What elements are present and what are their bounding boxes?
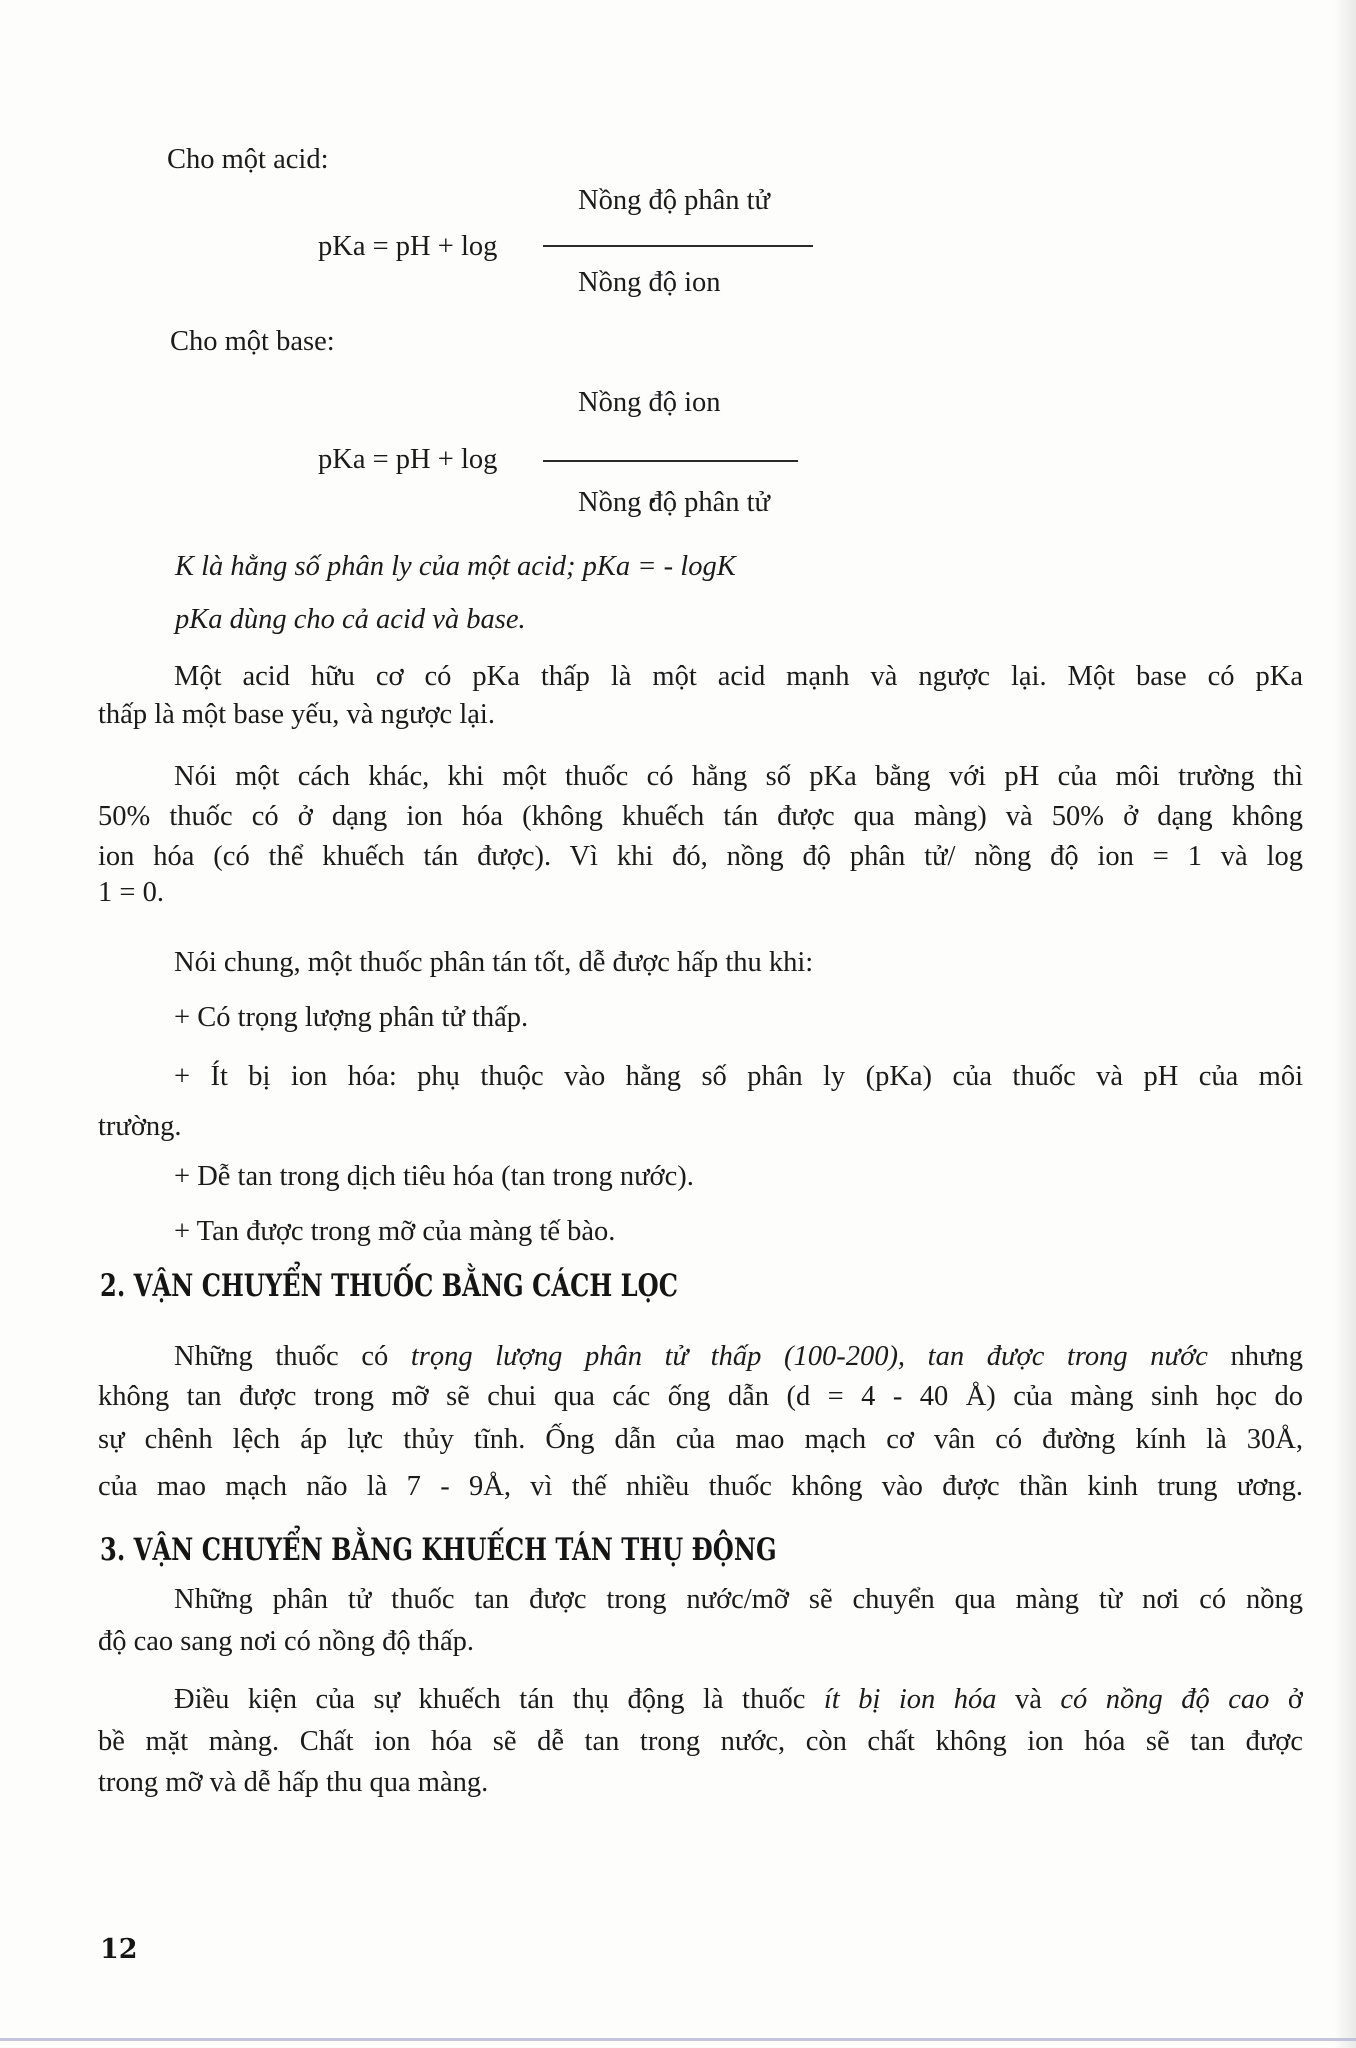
- section2-text: nhưng: [1207, 1341, 1303, 1372]
- base-formula-numerator: Nồng độ ion: [578, 387, 721, 418]
- base-fraction-bar: [543, 460, 798, 462]
- section-heading-passive-diffusion: 3. VẬN CHUYỂN BẰNG KHUẾCH TÁN THỤ ĐỘNG: [100, 1532, 777, 1568]
- section3-italic-text: ít bị ion hóa: [823, 1684, 997, 1715]
- section3-paragraph-1-line-2: độ cao sang nơi có nồng độ thấp.: [98, 1626, 474, 1657]
- section3-paragraph-2-line-2: bề mặt màng. Chất ion hóa sẽ dễ tan trong nước, còn chất không ion hóa sẽ tan được: [98, 1726, 1303, 1757]
- absorption-condition-item: + Có trọng lượng phân tử thấp.: [174, 1002, 529, 1033]
- note-dissociation-constant: K là hằng số phân ly của một acid; pKa = - logK: [175, 551, 736, 582]
- section2-paragraph-line-1: [174, 1340, 1303, 1374]
- section3-italic-text: có nồng độ cao: [1060, 1684, 1270, 1715]
- section2-paragraph-line-2: không tan được trong mỡ sẽ chui qua các ống dẫn (d = 4 - 40 Å) của màng sinh học do: [98, 1381, 1303, 1412]
- paragraph-acid-strength-line-2: thấp là một base yếu, và ngược lại.: [98, 699, 495, 730]
- bottom-edge-line: [0, 2038, 1356, 2041]
- base-formula-denominator: Nồng độ phân tử: [578, 487, 770, 518]
- section2-paragraph-line-4: của mao mạch não là 7 - 9Å, vì thế nhiều thuốc không vào được thần kinh trung ương.: [98, 1471, 1303, 1502]
- section3-text: ở: [1269, 1684, 1303, 1715]
- paragraph-ionization-line-2: 50% thuốc có ở dạng ion hóa (không khuếch tán được qua màng) và 50% ở dạng không: [98, 801, 1303, 832]
- note-pka-usage: pKa dùng cho cả acid và base.: [175, 604, 526, 635]
- section3-paragraph-2-line-1: [174, 1683, 1303, 1717]
- base-formula-lhs: pKa = pH + log: [318, 444, 498, 475]
- section3-text: và: [996, 1684, 1061, 1715]
- acid-formula-denominator: Nồng độ ion: [578, 267, 721, 298]
- absorption-condition-item-continued: trường.: [98, 1111, 182, 1142]
- acid-formula-numerator: Nồng độ phân tử: [578, 185, 770, 216]
- section-heading-filtration: 2. VẬN CHUYỂN THUỐC BẰNG CÁCH LỌC: [100, 1268, 678, 1304]
- section3-text: Điều kiện của sự khuếch tán thụ động là thuốc: [174, 1684, 824, 1715]
- absorption-condition-item: + Dễ tan trong dịch tiêu hóa (tan trong nước).: [174, 1161, 694, 1192]
- paragraph-acid-strength-line-1: Một acid hữu cơ có pKa thấp là một acid mạnh và ngược lại. Một base có pKa: [174, 661, 1303, 692]
- section3-paragraph-2-line-3: trong mỡ và dễ hấp thu qua màng.: [98, 1767, 489, 1798]
- section2-text: Những thuốc có: [174, 1341, 411, 1372]
- section2-paragraph-line-3: sự chênh lệch áp lực thủy tĩnh. Ống dẫn của mao mạch cơ vân có đường kính là 30Å,: [98, 1424, 1303, 1455]
- acid-formula-label: Cho một acid:: [167, 144, 329, 175]
- absorption-condition-item: + Ít bị ion hóa: phụ thuộc vào hằng số phân ly (pKa) của thuốc và pH của môi: [174, 1061, 1303, 1092]
- section3-paragraph-1-line-1: Những phân tử thuốc tan được trong nước/mỡ sẽ chuyển qua màng từ nơi có nồng: [174, 1584, 1303, 1615]
- paragraph-ionization-line-4: 1 = 0.: [98, 877, 164, 908]
- base-formula-label: Cho một base:: [170, 326, 335, 357]
- page-number: 12: [100, 1934, 138, 1965]
- acid-fraction-bar: [543, 245, 813, 247]
- paragraph-ionization-line-3: ion hóa (có thể khuếch tán được). Vì khi đó, nồng độ phân tử/ nồng độ ion = 1 và log: [98, 841, 1303, 872]
- section2-italic-text: trọng lượng phân tử thấp (100-200), tan được trong nước: [410, 1341, 1208, 1372]
- absorption-conditions-intro: Nói chung, một thuốc phân tán tốt, dễ được hấp thu khi:: [174, 947, 814, 978]
- page-edge-shadow: [1334, 0, 1356, 2048]
- acid-formula-lhs: pKa = pH + log: [318, 231, 498, 262]
- paragraph-ionization-line-1: Nói một cách khác, khi một thuốc có hằng số pKa bằng với pH của môi trường thì: [174, 761, 1303, 792]
- absorption-condition-item: + Tan được trong mỡ của màng tế bào.: [174, 1216, 616, 1247]
